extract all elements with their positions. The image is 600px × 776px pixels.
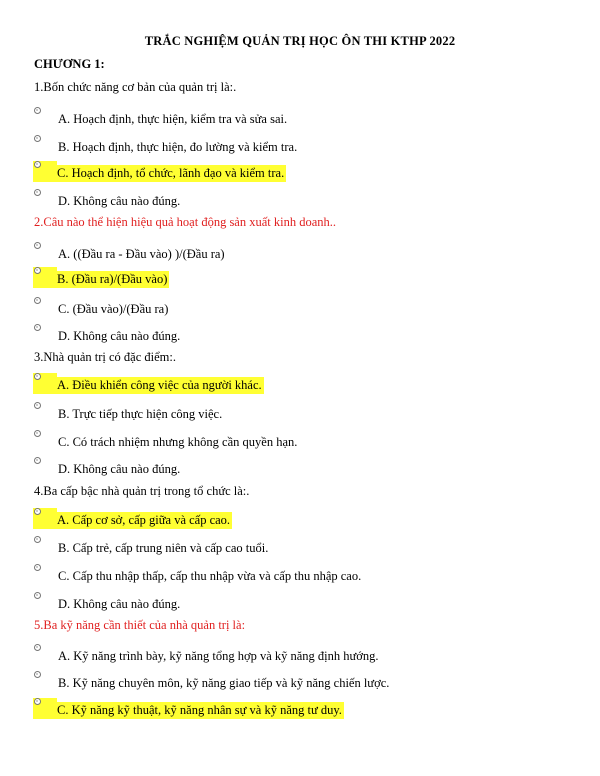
radio-icon[interactable] xyxy=(34,698,41,705)
question-1: 1.Bốn chức năng cơ bản của quản trị là:. xyxy=(34,80,237,94)
radio-icon[interactable] xyxy=(34,373,41,380)
radio-icon[interactable] xyxy=(34,644,41,651)
option-text: A. ((Đầu ra - Đầu vào) )/(Đầu ra) xyxy=(58,247,225,261)
option-text: B. Cấp trẻ, cấp trung niên và cấp cao tuổi. xyxy=(58,541,269,555)
option-text: D. Không câu nào đúng. xyxy=(58,597,181,611)
option-text: C. (Đầu vào)/(Đầu ra) xyxy=(58,302,169,316)
option-text: A. Hoạch định, thực hiện, kiểm tra và sửa sai. xyxy=(58,112,288,126)
option-text: C. Cấp thu nhập thấp, cấp thu nhập vừa và cấp thu nhập cao. xyxy=(58,569,362,583)
option-text: B. Trực tiếp thực hiện công việc. xyxy=(58,407,223,421)
option-text: A. Cấp cơ sở, cấp giữa và cấp cao. xyxy=(57,513,231,527)
option-text: B. Kỹ năng chuyên môn, kỹ năng giao tiếp và kỹ năng chiến lược. xyxy=(58,676,390,690)
option-text: B. (Đầu ra)/(Đầu vào) xyxy=(57,272,168,286)
option-text: A. Kỹ năng trình bày, kỹ năng tổng hợp và kỹ năng định hướng. xyxy=(58,649,379,663)
radio-icon[interactable] xyxy=(34,457,41,464)
radio-icon[interactable] xyxy=(34,267,41,274)
question-2: 2.Câu nào thể hiện hiệu quả hoạt động sản xuất kinh doanh.. xyxy=(34,215,337,229)
radio-icon[interactable] xyxy=(34,508,41,515)
option-text: C. Có trách nhiệm nhưng không cần quyền hạn. xyxy=(58,435,298,449)
radio-icon[interactable] xyxy=(34,430,41,437)
radio-icon[interactable] xyxy=(34,135,41,142)
option-text: D. Không câu nào đúng. xyxy=(58,329,181,343)
document-title: TRẮC NGHIỆM QUẢN TRỊ HỌC ÔN THI KTHP 2022 xyxy=(144,34,456,48)
option-text: A. Điều khiển công việc của người khác. xyxy=(57,378,262,392)
question-4: 4.Ba cấp bậc nhà quản trị trong tổ chức là:. xyxy=(34,484,250,498)
radio-icon[interactable] xyxy=(34,324,41,331)
question-5: 5.Ba kỹ năng cần thiết của nhà quản trị là: xyxy=(34,618,246,632)
radio-icon[interactable] xyxy=(34,536,41,543)
radio-icon[interactable] xyxy=(34,564,41,571)
option-text: D. Không câu nào đúng. xyxy=(58,462,181,476)
radio-icon[interactable] xyxy=(34,402,41,409)
radio-icon[interactable] xyxy=(34,671,41,678)
radio-icon[interactable] xyxy=(34,189,41,196)
radio-icon[interactable] xyxy=(34,107,41,114)
option-text: C. Hoạch định, tổ chức, lãnh đạo và kiểm tra. xyxy=(57,166,285,180)
option-text: C. Kỹ năng kỹ thuật, kỹ năng nhân sự và kỹ năng tư duy. xyxy=(57,703,342,717)
option-text: B. Hoạch định, thực hiện, đo lường và kiểm tra. xyxy=(58,140,298,154)
radio-icon[interactable] xyxy=(34,161,41,168)
radio-icon[interactable] xyxy=(34,297,41,304)
chapter-heading: CHƯƠNG 1: xyxy=(34,57,105,71)
option-text: D. Không câu nào đúng. xyxy=(58,194,181,208)
radio-icon[interactable] xyxy=(34,592,41,599)
question-3: 3.Nhà quản trị có đặc điểm:. xyxy=(34,350,176,364)
radio-icon[interactable] xyxy=(34,242,41,249)
